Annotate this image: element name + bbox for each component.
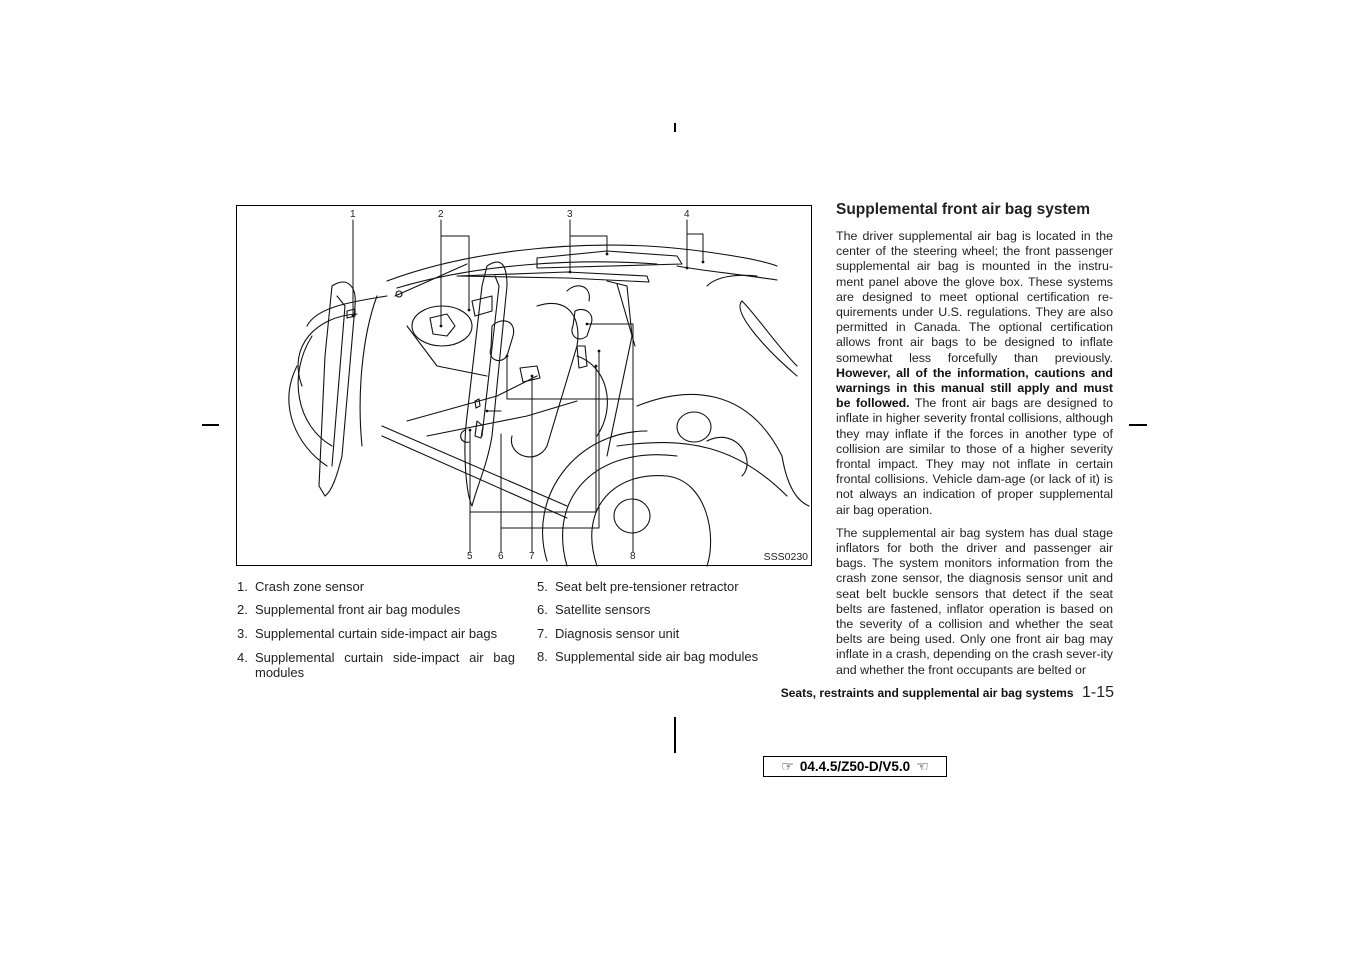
legend-item <box>537 626 807 641</box>
pointing-hand-right-icon: ☞ <box>781 758 794 774</box>
legend-text: Seat belt pre-tensioner retractor <box>555 579 739 594</box>
page-footer <box>700 684 1114 702</box>
legend-item <box>237 626 515 641</box>
airbag-location-figure <box>236 205 812 566</box>
crop-mark-top <box>674 123 676 132</box>
paragraph-1-warning: However, all of the information, cautions and warnings in this manual still apply and must be followed. <box>836 365 1113 411</box>
paragraph-2: The supplemental air bag system has dual stage inflators for both the driver and passenger air bags. The system monitors information from the crash zone sensor, the diagnosis sensor unit and seat belt buckle sensors that detect if the seat belts are fastened, inflator operation is based on the severity of a collision and whether the seat belts are being used. Only one front air bag may inflate in a crash, depending on the crash sever-ity and whether the front occupants are belted or <box>836 525 1113 677</box>
figure-code: SSS0230 <box>763 551 808 563</box>
paragraph-1-text-a: The driver supplemental air bag is located in the center of the steering wheel; the front passenger supplemental air bag is mounted in the instru-ment panel above the glove box. These systems are designed to meet optional certification re-quirements under U.S. regulations. They are also permitted in Canada. The optional certification allows front air bags to be designed to inflate somewhat less forcefully than previously. <box>836 229 1113 365</box>
legend-number: 8. <box>537 649 548 664</box>
page-number: 1-15 <box>1081 684 1114 701</box>
legend-text: Satellite sensors <box>555 602 651 617</box>
pointing-hand-left-icon: ☜ <box>916 758 929 774</box>
legend-number: 7. <box>537 626 548 641</box>
legend-text: Supplemental front air bag modules <box>255 602 461 617</box>
legend-number: 2. <box>237 602 248 617</box>
callout-2: 2 <box>438 209 444 220</box>
legend-item <box>537 602 807 617</box>
callout-3: 3 <box>567 209 573 220</box>
legend-number: 1. <box>237 579 248 594</box>
section-body <box>836 200 1113 686</box>
crop-mark-bottom <box>674 717 676 753</box>
legend-item <box>237 602 515 617</box>
legend-item <box>237 579 515 594</box>
callout-1: 1 <box>350 209 356 220</box>
section-title: Supplemental front air bag system <box>836 201 1091 218</box>
legend-text: Supplemental curtain side-impact air bags <box>255 626 498 641</box>
legend-text: Supplemental curtain side-impact air bag modules <box>255 650 515 680</box>
callout-4: 4 <box>684 209 690 220</box>
callout-7: 7 <box>529 551 535 562</box>
legend-item <box>237 650 515 680</box>
legend-item <box>537 579 807 594</box>
paragraph-1-text-b: The front air bags are designed to inflate in higher severity frontal collisions, although they may inflate if the forces in another type of collision are similar to those of a higher severity frontal impact. They may not inflate in certain frontal collisions. Vehicle dam-age (or lack of it) is not always an indication of proper supplemental air bag operation. <box>836 396 1113 517</box>
legend-text: Crash zone sensor <box>255 579 365 594</box>
version-code-box <box>763 756 947 777</box>
crop-mark-left <box>202 424 219 426</box>
legend-number: 4. <box>237 650 248 665</box>
crop-mark-right <box>1129 424 1147 426</box>
paragraph-1 <box>836 229 1113 518</box>
legend-text: Diagnosis sensor unit <box>555 626 680 641</box>
callout-6: 6 <box>498 551 504 562</box>
legend-item <box>537 649 807 664</box>
footer-section-name: Seats, restraints and supplemental air bag systems <box>780 686 1074 700</box>
callout-5: 5 <box>467 551 473 562</box>
legend-number: 6. <box>537 602 548 617</box>
version-code: 04.4.5/Z50-D/V5.0 <box>799 759 911 774</box>
legend-number: 5. <box>537 579 548 594</box>
callout-8: 8 <box>630 551 636 562</box>
legend-number: 3. <box>237 626 248 641</box>
car-interior-illustration <box>237 206 813 567</box>
legend-text: Supplemental side air bag modules <box>555 649 759 664</box>
